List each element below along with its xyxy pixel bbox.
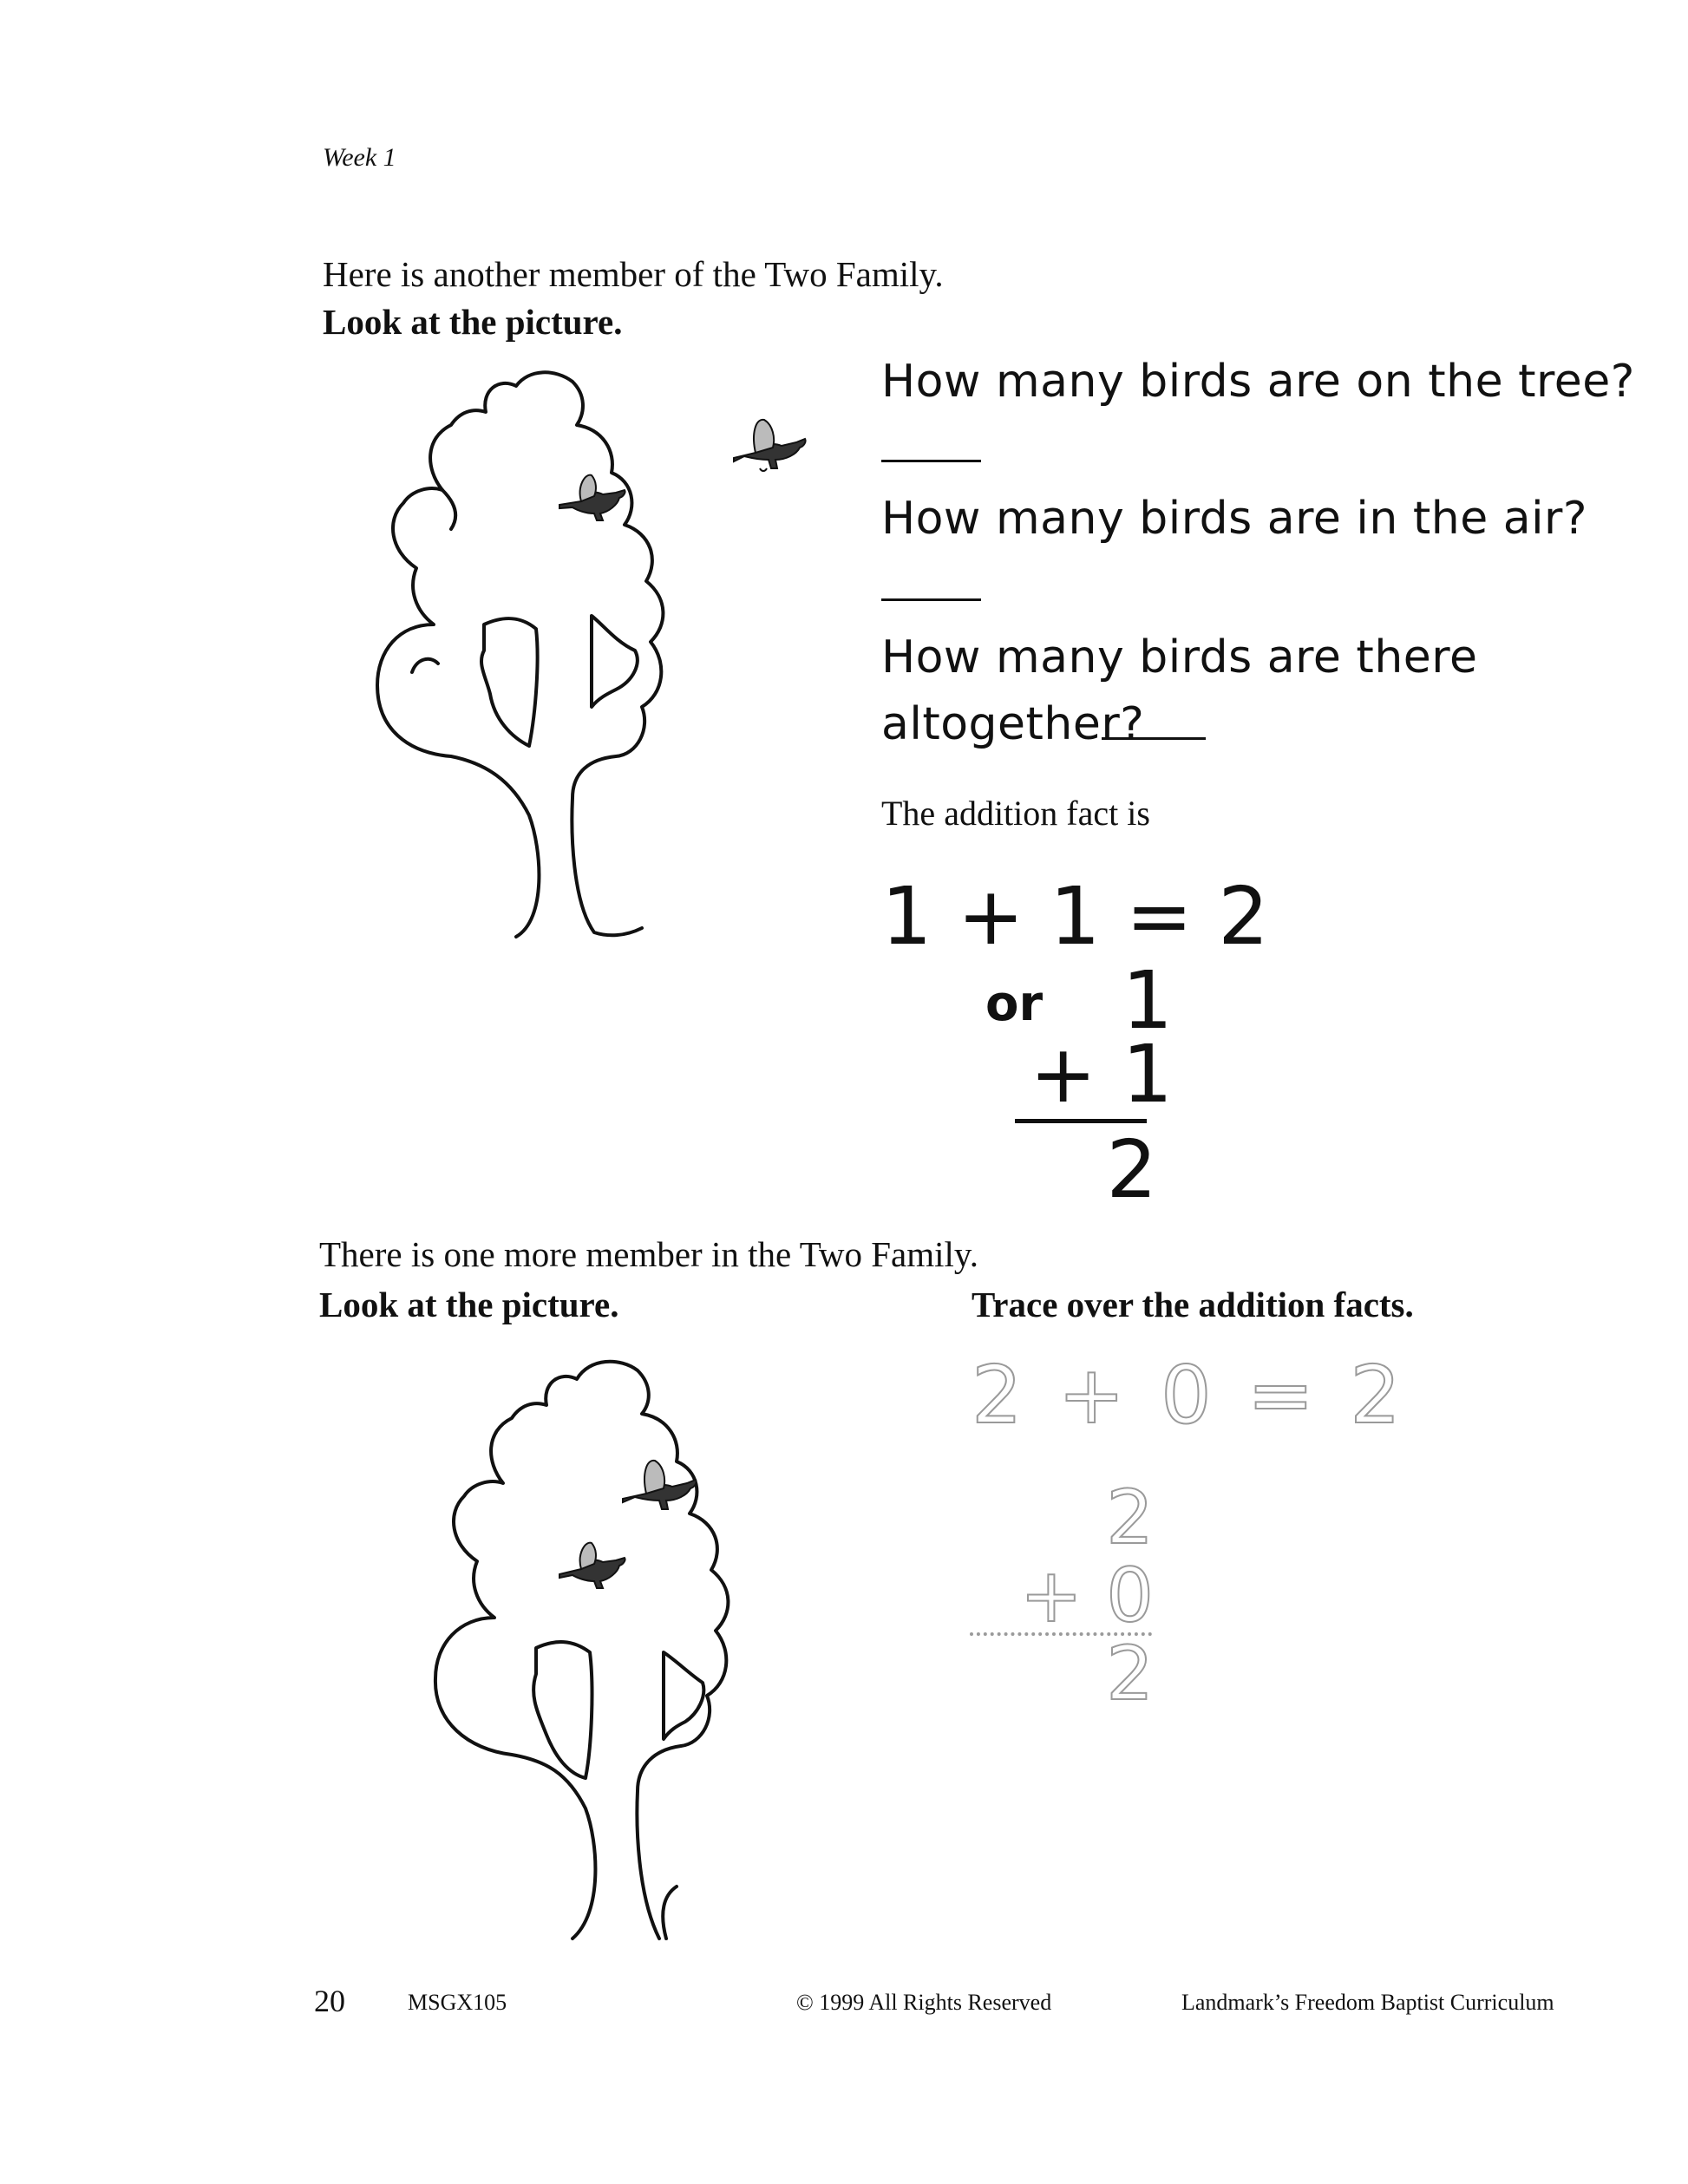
bird-on-tree-icon [616, 1448, 703, 1518]
section1-instruction: Look at the picture. [323, 302, 623, 342]
vertical-addend: + 1 [1030, 1028, 1173, 1121]
bird-on-tree-icon [555, 1531, 633, 1592]
bird-in-air-icon [725, 408, 812, 477]
section2-intro: There is one more member in the Two Family. [319, 1234, 979, 1274]
question-in-air: How many birds are in the air? [881, 493, 1588, 545]
publisher: Landmark’s Freedom Baptist Curriculum [1181, 1990, 1554, 2015]
answer-blank-altogether[interactable] [1102, 737, 1206, 740]
section2-instruction-left: Look at the picture. [319, 1285, 619, 1324]
vertical-top-number: 1 [1122, 954, 1173, 1047]
week-label: Week 1 [323, 143, 396, 172]
trace-equation-horizontal[interactable]: 2 + 0 = 2 [972, 1349, 1406, 1442]
trace-vertical-addend[interactable]: + 0 [1019, 1553, 1154, 1639]
or-label: or [985, 976, 1044, 1032]
course-code: MSGX105 [408, 1990, 507, 2015]
tree-illustration-2 [425, 1340, 824, 1947]
tree-illustration-1 [364, 364, 763, 954]
page-number: 20 [314, 1984, 345, 2018]
vertical-sum: 2 [1106, 1123, 1157, 1216]
question-altogether-line1: How many birds are there [881, 631, 1478, 683]
bird-on-tree-icon [555, 468, 633, 529]
equation-horizontal: 1 + 1 = 2 [881, 870, 1269, 963]
trace-vertical-top[interactable]: 2 [1106, 1475, 1154, 1561]
section1-intro: Here is another member of the Two Family. [323, 254, 944, 294]
answer-blank-on-tree[interactable] [881, 460, 981, 462]
trace-vertical-sum[interactable]: 2 [1106, 1631, 1154, 1717]
question-altogether-line2: altogether? [881, 698, 1145, 750]
fact-label: The addition fact is [881, 794, 1150, 833]
copyright: © 1999 All Rights Reserved [796, 1990, 1052, 2015]
answer-blank-in-air[interactable] [881, 598, 981, 601]
question-on-tree: How many birds are on the tree? [881, 356, 1635, 408]
section2-instruction-right: Trace over the addition facts. [972, 1285, 1414, 1324]
